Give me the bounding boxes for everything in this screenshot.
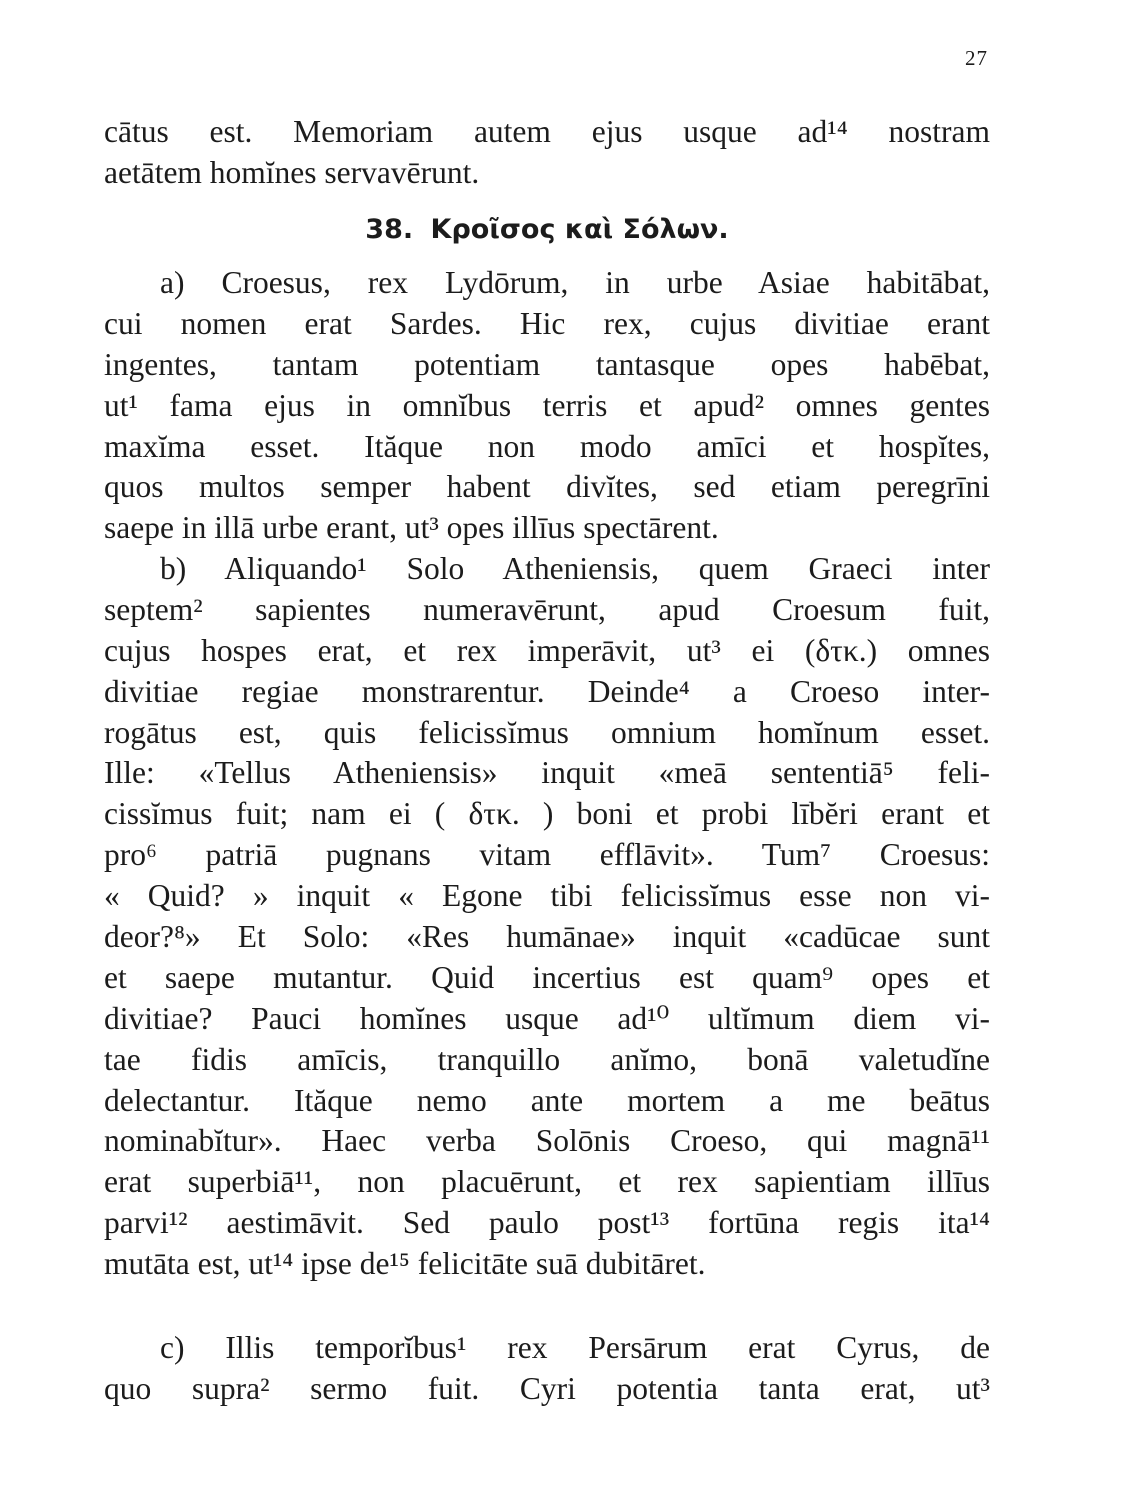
text-line: pro⁶ patriā pugnans vitam efflāvit». Tum⁷ Croesus:: [104, 837, 990, 873]
text-line: parvi¹² aestimāvit. Sed paulo post¹³ fortūna regis ita¹⁴: [104, 1205, 990, 1241]
text-line: cujus hospes erat, et rex imperāvit, ut³ ei (δτκ.) omnes: [104, 632, 990, 668]
text-line: delectantur. Ităque nemo ante mortem a me beātus: [104, 1082, 990, 1118]
text-line: cissĭmus fuit; nam ei ( δτκ. ) boni et probi lībĕri erant et: [104, 796, 990, 832]
text-line: nominabĭtur». Haec verba Solōnis Croeso, qui magnā¹¹: [104, 1123, 990, 1159]
text-line: quos multos semper habent divĭtes, sed etiam peregrīni: [104, 469, 990, 505]
text-line: b) Aliquando¹ Solo Atheniensis, quem Graeci inter: [160, 551, 990, 586]
paragraph-c: [104, 1328, 990, 1410]
text-line: erat superbiā¹¹, non placuērunt, et rex sapientiam illīus: [104, 1164, 990, 1200]
text-line: cātus est. Memoriam autem ejus usque ad¹⁴ nostram: [104, 114, 990, 149]
intro-paragraph: [104, 112, 990, 194]
text-line: ut¹ fama ejus in omnĭbus terris et apud² omnes gentes: [104, 387, 990, 423]
text-line: cui nomen erat Sardes. Hic rex, cujus divitiae erant: [104, 305, 990, 341]
text-line: tae fidis amīcis, tranquillo anĭmo, bonā valetudĭne: [104, 1041, 990, 1077]
section-number: 38.: [365, 214, 414, 245]
section-title: Κροῖσος καὶ Σόλων.: [430, 214, 729, 245]
text-line: mutāta est, ut¹⁴ ipse de¹⁵ felicitāte suā dubitāret.: [104, 1246, 706, 1282]
text-line: aetātem homĭnes servavērunt.: [104, 154, 480, 190]
text-line: saepe in illā urbe erant, ut³ opes illīus spectārent.: [104, 510, 719, 546]
text-line: divitiae regiae monstrarentur. Deinde⁴ a Croeso inter-: [104, 673, 990, 709]
page-number: 27: [965, 46, 988, 70]
text-line: Ille: «Tellus Atheniensis» inquit «meā sententiā⁵ feli-: [104, 755, 990, 791]
section-heading: [104, 210, 990, 250]
text-line: c) Illis temporĭbus¹ rex Persārum erat Cyrus, de: [160, 1330, 990, 1365]
paragraph-a: [104, 263, 990, 549]
text-line: septem² sapientes numeravērunt, apud Croesum fuit,: [104, 591, 990, 627]
text-line: a) Croesus, rex Lydōrum, in urbe Asiae habitābat,: [160, 265, 990, 300]
text-line: rogātus est, quis felicissĭmus omnium homĭnum esset.: [104, 714, 990, 750]
text-line: divitiae? Pauci homĭnes usque ad¹⁰ ultĭmum diem vi-: [104, 1000, 990, 1036]
text-line: « Quid? » inquit « Egone tibi felicissĭmus esse non vi-: [104, 878, 990, 914]
paragraph-b: [104, 549, 990, 1285]
text-line: quo supra² sermo fuit. Cyri potentia tanta erat, ut³: [104, 1370, 990, 1406]
text-line: ingentes, tantam potentiam tantasque opes habēbat,: [104, 346, 990, 382]
text-line: et saepe mutantur. Quid incertius est quam⁹ opes et: [104, 959, 990, 995]
text-line: maxĭma esset. Ităque non modo amīci et hospĭtes,: [104, 428, 990, 464]
text-line: deor?⁸» Et Solo: «Res humānae» inquit «cadūcae sunt: [104, 919, 990, 955]
